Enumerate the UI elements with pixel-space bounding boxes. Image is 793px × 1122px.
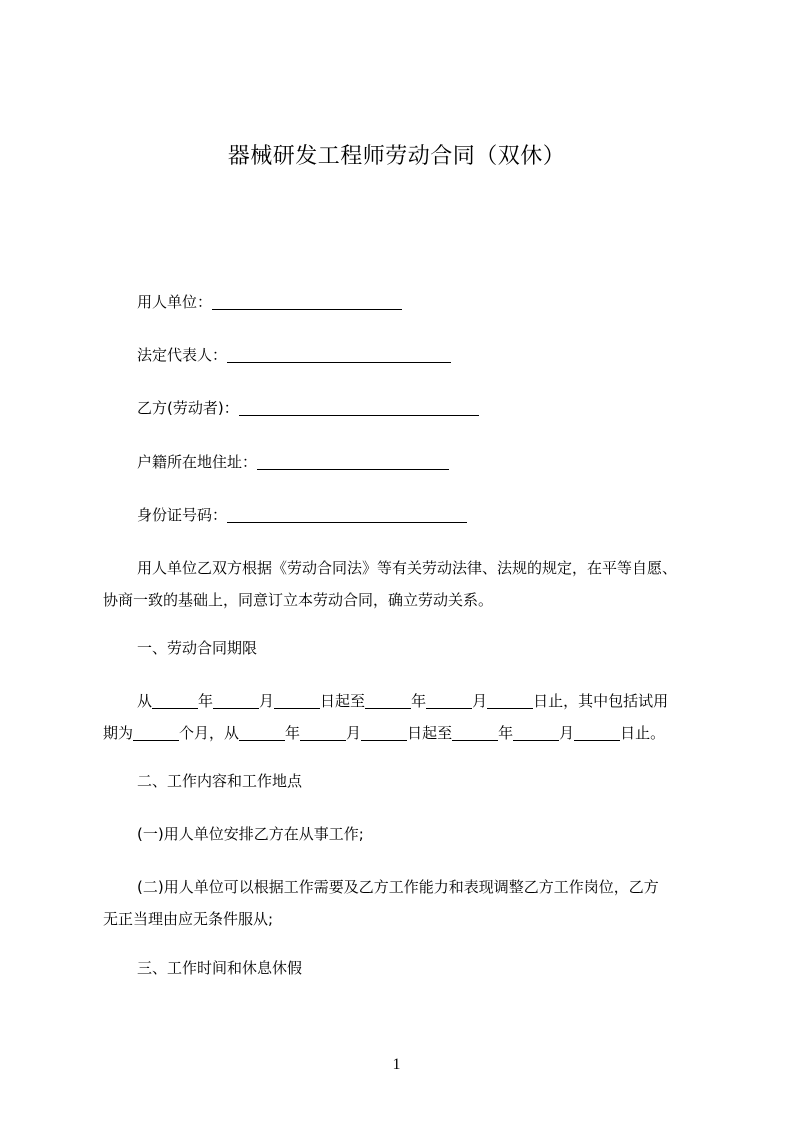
legal-rep-blank[interactable] xyxy=(227,346,451,363)
id-number-line xyxy=(137,504,467,526)
document-title: 器械研发工程师劳动合同（双休） xyxy=(227,144,566,169)
household-address-blank[interactable] xyxy=(257,453,449,470)
legal-rep-line xyxy=(137,344,451,366)
id-number-blank[interactable] xyxy=(227,506,467,523)
party-b-label: 乙方(劳动者)： xyxy=(137,399,239,417)
section-3-heading: 三、工作时间和休息休假 xyxy=(137,959,303,977)
trial-month-1: 月 xyxy=(346,724,362,742)
employer-blank[interactable] xyxy=(212,293,402,310)
id-number-label: 身份证号码： xyxy=(137,506,228,524)
item-2-line-2: 无正当理由应无条件服从; xyxy=(103,910,274,928)
section-2-heading: 二、工作内容和工作地点 xyxy=(137,772,303,790)
party-b-line xyxy=(137,397,479,419)
section-2-item-2 xyxy=(103,876,703,930)
end-month-blank[interactable] xyxy=(426,692,472,709)
intro-line-1: 用人单位乙双方根据《劳动合同法》等有关劳动法律、法规的规定，在平等自愿、 xyxy=(137,559,678,577)
section-2-item-1: (一)用人单位安排乙方在从事工作; xyxy=(137,825,364,843)
trial-day-from-to: 日起至 xyxy=(407,724,453,742)
legal-rep-label: 法定代表人： xyxy=(137,346,228,364)
term-line-2 xyxy=(103,722,703,744)
trial-day-end: 日止。 xyxy=(620,724,666,742)
end-day-blank[interactable] xyxy=(487,692,533,709)
employer-label: 用人单位： xyxy=(137,293,213,311)
term-year-2: 年 xyxy=(411,692,427,710)
end-year-blank[interactable] xyxy=(365,692,411,709)
household-address-label: 户籍所在地住址： xyxy=(137,453,258,471)
trial-period-prefix: 期为 xyxy=(103,724,134,742)
employer-line xyxy=(137,291,402,313)
trial-month-2: 月 xyxy=(559,724,575,742)
trial-start-year-blank[interactable] xyxy=(239,724,285,741)
intro-paragraph xyxy=(103,557,703,611)
start-year-blank[interactable] xyxy=(152,692,198,709)
term-day-from-to: 日起至 xyxy=(320,692,366,710)
term-day-end-trial: 日止，其中包括试用 xyxy=(533,692,669,710)
trial-end-day-blank[interactable] xyxy=(574,724,620,741)
term-month-1: 月 xyxy=(259,692,275,710)
section-1-heading: 一、劳动合同期限 xyxy=(137,639,258,657)
term-month-2: 月 xyxy=(472,692,488,710)
page-number: 1 xyxy=(392,1056,401,1073)
trial-year-2: 年 xyxy=(498,724,514,742)
term-year-1: 年 xyxy=(198,692,214,710)
trial-end-month-blank[interactable] xyxy=(513,724,559,741)
intro-line-2: 协商一致的基础上，同意订立本劳动合同，确立劳动关系。 xyxy=(103,591,494,609)
start-month-blank[interactable] xyxy=(213,692,259,709)
party-b-blank[interactable] xyxy=(239,399,479,416)
term-from: 从 xyxy=(137,692,153,710)
trial-months-blank[interactable] xyxy=(133,724,179,741)
trial-end-year-blank[interactable] xyxy=(452,724,498,741)
term-paragraph xyxy=(103,690,703,744)
trial-months-from: 个月，从 xyxy=(179,724,240,742)
trial-start-month-blank[interactable] xyxy=(300,724,346,741)
term-line-1 xyxy=(103,690,703,712)
trial-start-day-blank[interactable] xyxy=(361,724,407,741)
household-address-line xyxy=(137,451,449,473)
trial-year-1: 年 xyxy=(285,724,301,742)
start-day-blank[interactable] xyxy=(274,692,320,709)
item-2-line-1: (二)用人单位可以根据工作需要及乙方工作能力和表现调整乙方工作岗位，乙方 xyxy=(137,878,659,896)
